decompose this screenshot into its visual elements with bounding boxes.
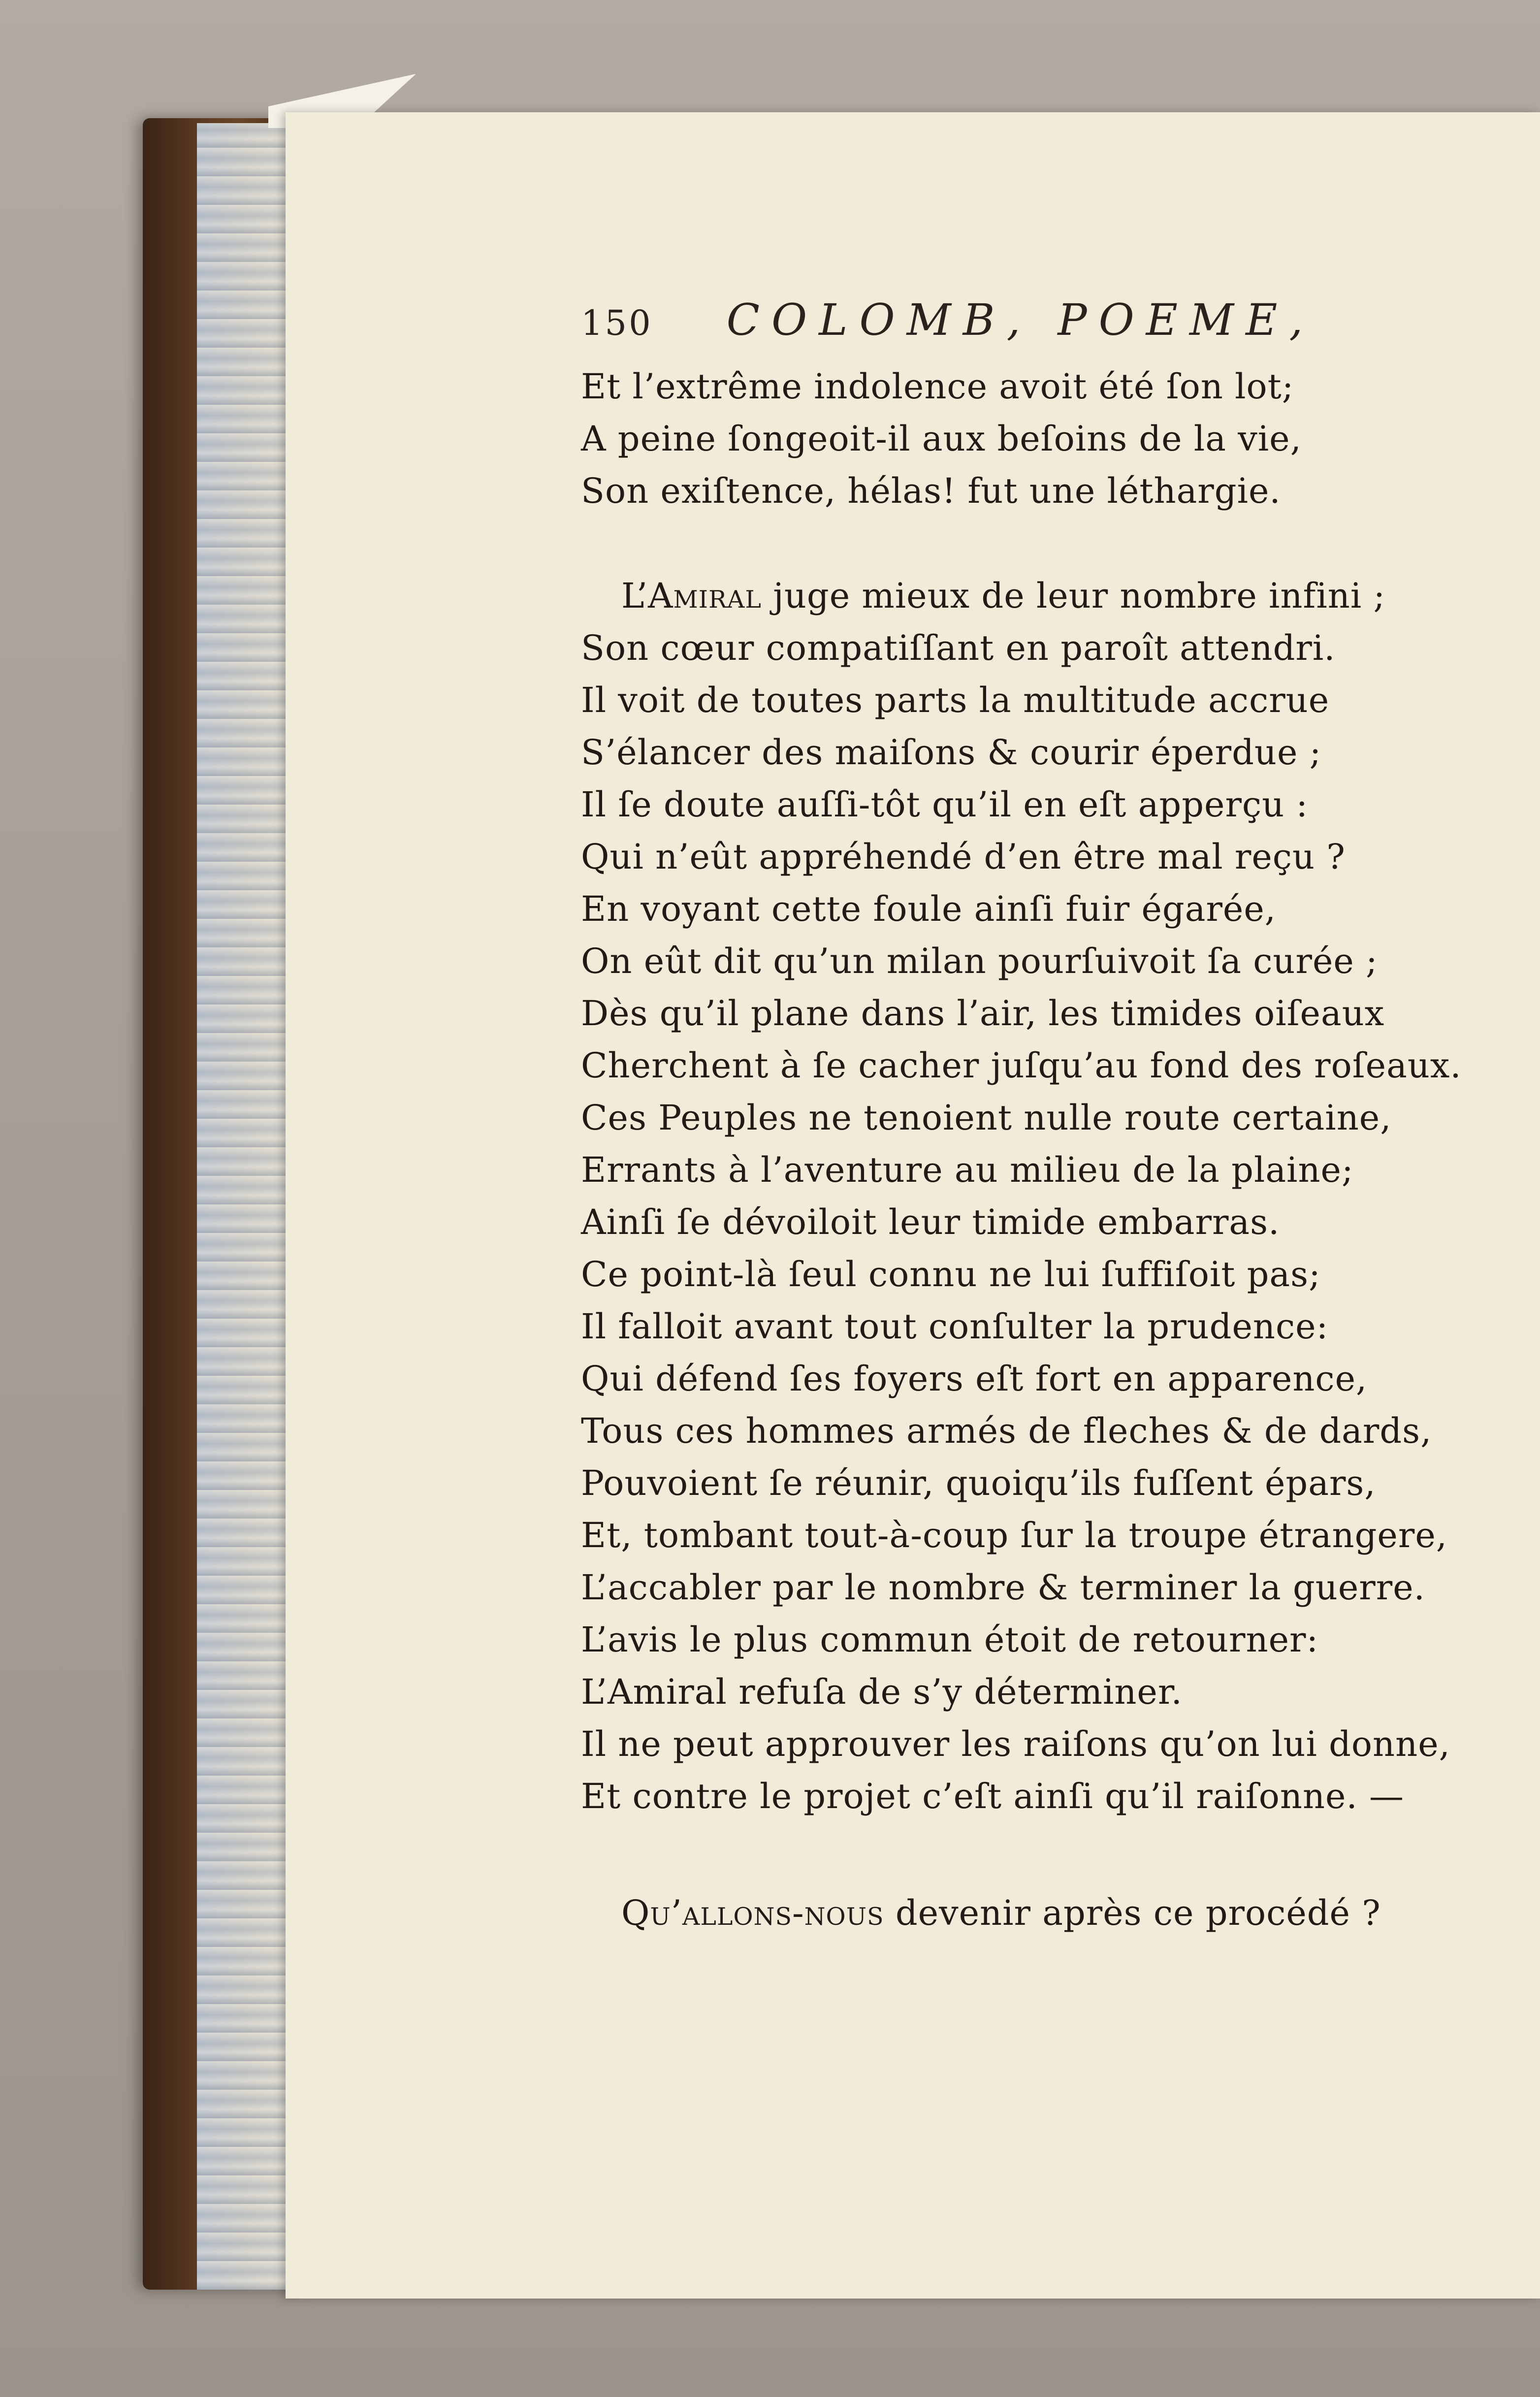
poem-line: Qui n’eût appréhendé d’en être mal reçu ? xyxy=(581,837,1346,877)
poem-line: Errants à l’aventure au milieu de la plaine; xyxy=(581,1150,1354,1190)
poem-line: En voyant cette foule ainſi fuir égarée, xyxy=(581,889,1277,929)
poem-line: A peine ſongeoit-il aux beſoins de la vie, xyxy=(581,419,1302,459)
poem-line: Il ſe doute auſſi-tôt qu’il en eſt apperçu : xyxy=(581,784,1309,825)
running-title: COLOMB, POEME, xyxy=(726,294,1315,345)
poem-line: Tous ces hommes armés de fleches & de dards, xyxy=(581,1411,1432,1451)
poem-line: Il ne peut approuver les raiſons qu’on lui donne, xyxy=(581,1724,1450,1764)
poem-line: On eût dit qu’un milan pourſuivoit ſa curée ; xyxy=(581,941,1378,981)
poem-line: Ces Peuples ne tenoient nulle route certaine, xyxy=(581,1098,1392,1138)
poem-line: Ainſi ſe dévoiloit leur timide embarras. xyxy=(581,1202,1280,1242)
poem-line: S’élancer des maiſons & courir éperdue ; xyxy=(581,732,1322,773)
poem-line: Son cœur compatiſſant en paroît attendri. xyxy=(581,628,1336,668)
poem-line: L’accabler par le nombre & terminer la guerre. xyxy=(581,1567,1425,1608)
poem-line: L’Amiral refuſa de s’y déterminer. xyxy=(581,1672,1183,1712)
poem-line: Et l’extrême indolence avoit été ſon lot; xyxy=(581,366,1294,407)
smallcaps-lead: Qu’allons-nous xyxy=(621,1893,884,1933)
page-header xyxy=(581,294,1315,349)
poem-line: Il falloit avant tout conſulter la prudence: xyxy=(581,1306,1329,1347)
line-rest: juge mieux de leur nombre infini ; xyxy=(761,576,1386,616)
page-number: 150 xyxy=(581,303,653,343)
line-rest: devenir après ce procédé ? xyxy=(884,1893,1381,1933)
poem-line: Il voit de toutes parts la multitude accrue xyxy=(581,680,1330,720)
poem-line: Et, tombant tout-à-coup ſur la troupe étrangere, xyxy=(581,1515,1447,1555)
poem-line xyxy=(621,1886,1381,1940)
poem-line: L’avis le plus commun étoit de retourner: xyxy=(581,1620,1319,1660)
poem-line: Qui défend ſes foyers eſt fort en apparence, xyxy=(581,1359,1368,1399)
poem-line: Et contre le projet c’eſt ainſi qu’il raiſonne. — xyxy=(581,1776,1404,1816)
poem-line: Dès qu’il plane dans l’air, les timides oiſeaux xyxy=(581,993,1385,1034)
poem-line: Cherchent à ſe cacher juſqu’au fond des roſeaux. xyxy=(581,1045,1462,1086)
poem-line: Son exiſtence, hélas! fut une léthargie. xyxy=(581,471,1281,511)
poem-line: Ce point-là ſeul connu ne lui ſuffiſoit pas; xyxy=(581,1254,1321,1295)
poem-line xyxy=(621,569,1385,623)
poem-line: Pouvoient ſe réunir, quoiqu’ils fuſſent épars, xyxy=(581,1463,1376,1503)
smallcaps-lead: L’Amiral xyxy=(621,576,762,616)
